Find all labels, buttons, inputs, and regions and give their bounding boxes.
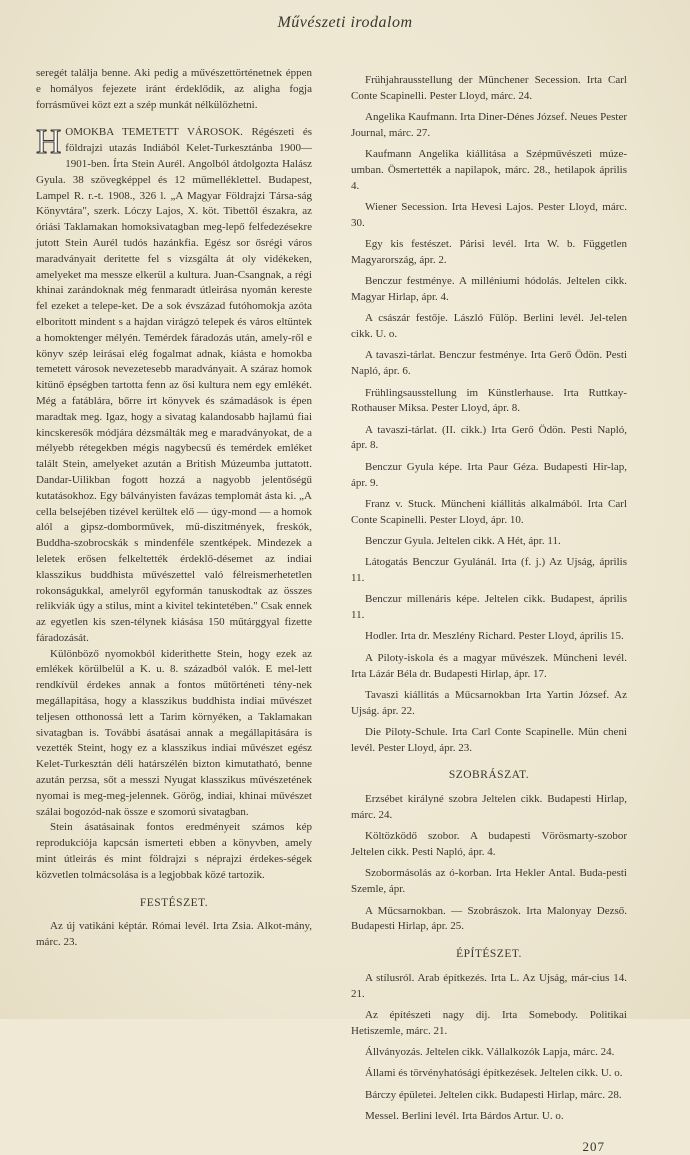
epiteszet-entries — [351, 971, 627, 1125]
bibliography-entry: Messel. Berlini levél. Irta Bárdos Artur. U. o. — [365, 1110, 564, 1123]
bibliography-entry: Frühjahrausstellung der Münchener Secession. Irta Carl Conte Scapinelli. Pester Lloyd, márc. 24. — [351, 74, 627, 102]
bibliography-entry: Az új vatikáni képtár. Római levél. Irta Zsia. Alkot-mány, márc. 23. — [36, 920, 312, 949]
running-title: Művészeti irodalom — [277, 14, 413, 31]
bibliography-entry: Szobormásolás az ó-korban. Irta Hekler Antal. Buda-pesti Szemle, ápr. — [351, 867, 627, 896]
page-number: 207 — [582, 1138, 605, 1154]
left-column — [36, 66, 312, 951]
section-heading-epiteszet: ÉPÍTÉSZET. — [456, 948, 522, 961]
bibliography-entry: Benczur festménye. A milléniumi hódolás. Jeltelen cikk. Magyar Hirlap, ápr. 4. — [351, 275, 627, 304]
bibliography-entry: Benczur Gyula. Jeltelen cikk. A Hét, ápr. 11. — [365, 534, 561, 547]
right-column — [351, 73, 627, 1155]
bibliography-entry: Franz v. Stuck. Müncheni kiállitás alkalmából. Irta Carl Conte Scapinelli. Pester Lloyd, ápr. 10. — [351, 497, 627, 526]
bibliography-entry: Hodler. Irta dr. Meszlény Richard. Pester Lloyd, április 15. — [365, 630, 624, 643]
bibliography-entry: Wiener Secession. Irta Hevesi Lajos. Pester Lloyd, márc. 30. — [351, 201, 627, 229]
bibliography-entry: A Műcsarnokban. — Szobrászok. Irta Malonyay Dezső. Budapesti Hirlap, ápr. 25. — [351, 904, 627, 933]
drop-cap: H — [36, 122, 62, 162]
bibliography-entry: Benczur millenáris képe. Jeltelen cikk. Budapest, április 11. — [351, 593, 627, 622]
intro-paragraph: seregét találja benne. Aki pedig a művészettörténetnek éppen e homályos fejezete iránt érdeklődik, az aligha fogja forrásművei közt ezt a szép munkát nélkülözhetni. — [36, 67, 312, 111]
review-title: OMOKBA TEMETETT VÁROSOK. — [65, 126, 243, 139]
bibliography-entry: Az építészeti nagy dij. Irta Somebody. Politikai Hetiszemle, márc. 21. — [351, 1009, 627, 1037]
bibliography-entry: Kaufmann Angelika kiállitása a Szépművészeti múze-umban. Ösmertették a napilapok, márc. 28., hetilapok április 4. — [351, 148, 627, 192]
bibliography-entry: A stílusról. Arab építkezés. Irta L. Az Ujság, már-cius 14. 21. — [351, 971, 627, 1000]
section-heading-szobraszat: SZOBRÁSZAT. — [448, 769, 530, 782]
bibliography-entry: Látogatás Benczur Gyulánál. Irta (f. j.) Az Ujság, április 11. — [351, 556, 627, 585]
bibliography-entry: Angelika Kaufmann. Irta Diner-Dénes József. Neues Pester Journal, márc. 27. — [351, 111, 627, 139]
review-paragraph — [36, 122, 312, 646]
bibliography-entry: Die Piloty-Schule. Irta Carl Conte Scapinelle. Mün cheni levél. Pester Lloyd, ápr. 23. — [351, 725, 627, 754]
bibliography-entry: Tavaszi kiállitás a Műcsarnokban Irta Yartin József. Az Ujság. ápr. 22. — [351, 688, 627, 717]
review-body: Régészeti és földrajzi utazás Indiából Kelet-Turkesztánba 1900—1901-ben. Írta Stein Aurél. Angolból átdolgozta Halász Gyula. 38 szövegképpel és 12 műmelléklettel. Budapest, Lampel R. r.-t. 1908., 326 l. „A Magyar Földrajzi Társa-ság Könyvtára", szerk. Lóczy Lajos, X. köt. Tibettől északra, az óriási Taklamakan homoksivatagban meg-lepő felfedezésekre jutott Stein Aurél tudós hazánkfia. Egész sor ősrégi város maradványait deritette fel s vizsgálta át oly vidékeken, amelyeket ma messze elkerül a kultura. Juan-Csangnak, a régi khinai zarándoknak még fenmaradt útleirása nyomán kereste fel ezeket a telepe-ket. De a sok évszázad futóhomokja azóta elboritott mindent s a hajdan virágzó telepek és város eltüntek a homoktenger mélyén. Temérdek fáradozás után, amely-ről e könyv szép leirásai elég fogalmat adnak, kiásta e homokba temetett városok nevezetesebb maradványait. A száraz homok kitünő épségben tartotta fenn az ősi kultura nem egy emlékét. Még a fatáblára, bőrre irt könyvek és számadások is épen maradtak meg. Igaz, hogy a sivatag kalandosabb hajlamú fiai kincskeresők módjára dézsmálták meg e maradványokat, de a mélyebb rétegekben mégis nagybecsű és temérdek emléket talált Stein, amelyeket azután a British Múzeumba juttatott. Dandar-Uilikban fogott hozzá a nagyobb jelentőségű kutatásokhoz. Egy bálványisten favázas templomát ásta ki. „A cella belsejében tizével kerültek elő — úgy-mond — a homok alól a gipsz-domborművek, mű-diszitmények, freskók, Buddha-szobrocskák s mindenféle szentképek. Mindezek a leletek erősen felkeltették érdeklő-désemet az indiai klasszikus buddhista művészettel való félreismerhetetlen rokonságukkal, amelyről egyformán tanuskodtak az összes relikviák úgy a stilus, mint a kivitel tekintetében." Csak ennek az egyetlen kis szen-télynek kiásása 150 műtárggyal fizette fáradozását. — [36, 126, 312, 644]
bibliography-entry: A Piloty-iskola és a magyar művészek. Müncheni levél. Irta Lázár Béla dr. Budapesti Hirlap, ápr. 17. — [351, 651, 627, 680]
bibliography-entry: A tavaszi-tárlat. (II. cikk.) Irta Gerő Ödön. Pesti Napló, ápr. 8. — [351, 423, 627, 452]
szobraszat-entries — [351, 792, 627, 935]
bibliography-entry: A császár festője. László Fülöp. Berlini levél. Jel-telen cikk. U. o. — [351, 312, 627, 341]
bibliography-entry: Frühlingsausstellung im Künstlerhause. Irta Ruttkay-Rothauser Miksa. Pester Lloyd, ápr. 8. — [351, 386, 627, 415]
review-paragraph-3: Stein ásatásainak fontos eredményeit számos kép reprodukciója kapcsán ismerteti ebben a könyvben, amely mint útleirás és mint földrajzi s néprajzi érdekes-ségek közvetlen tolmácsolása is a legjobbak közé tartozik. — [36, 821, 312, 881]
bibliography-entry: Állványozás. Jeltelen cikk. Vállalkozók Lapja, márc. 24. — [365, 1046, 615, 1059]
festeszet-entries — [351, 73, 627, 756]
bibliography-entry: A tavaszi-tárlat. Benczur festménye. Irta Gerő Ödön. Pesti Napló, ápr. 6. — [351, 349, 627, 378]
review-paragraph-2: Különböző nyomokból kiderithette Stein, hogy ezek az emlékek körülbelül a K. u. 8. századból valók. E mel-lett rendkívül érdekes annak a fontos műtörténeti tény-nek megállapitása, hogy a klasszikus buddhista indiai művészet teljesen otthonossá lett a Tarim környéken, a Taklamakan sivatagban is. További ásatásai annak a megállapitására is vezették Steint, hogy ez a klasszikus indiai művészet egész Kelet-Turkesztán déli határszélén bizton kimutatható, benne azután perzsa, sőt a messzi Nyugat klasszikus művészetének nyomai is meg-meg-jelennek. Görög, indiai, khinai művészet szálai bogozód-nak össze e szomorú sivatagban. — [36, 647, 312, 818]
bibliography-entry: Költözködő szobor. A budapesti Vörösmarty-szobor Jeltelen cikk. Pesti Napló, ápr. 4. — [351, 830, 627, 859]
bibliography-entry: Bárczy épületei. Jeltelen cikk. Budapesti Hirlap, márc. 28. — [365, 1088, 622, 1101]
section-heading-festeszet: FESTÉSZET. — [139, 896, 209, 909]
bibliography-entry: Benczur Gyula képe. Irta Paur Géza. Budapesti Hir-lap, ápr. 9. — [351, 460, 627, 489]
bibliography-entry: Erzsébet királyné szobra Jeltelen cikk. Budapesti Hirlap, márc. 24. — [351, 793, 627, 822]
bibliography-entry: Egy kis festészet. Párisi levél. Irta W. b. Független Magyarország, ápr. 2. — [351, 238, 627, 266]
bibliography-entry: Állami és törvényhatósági építkezések. Jeltelen cikk. U. o. — [365, 1067, 623, 1080]
